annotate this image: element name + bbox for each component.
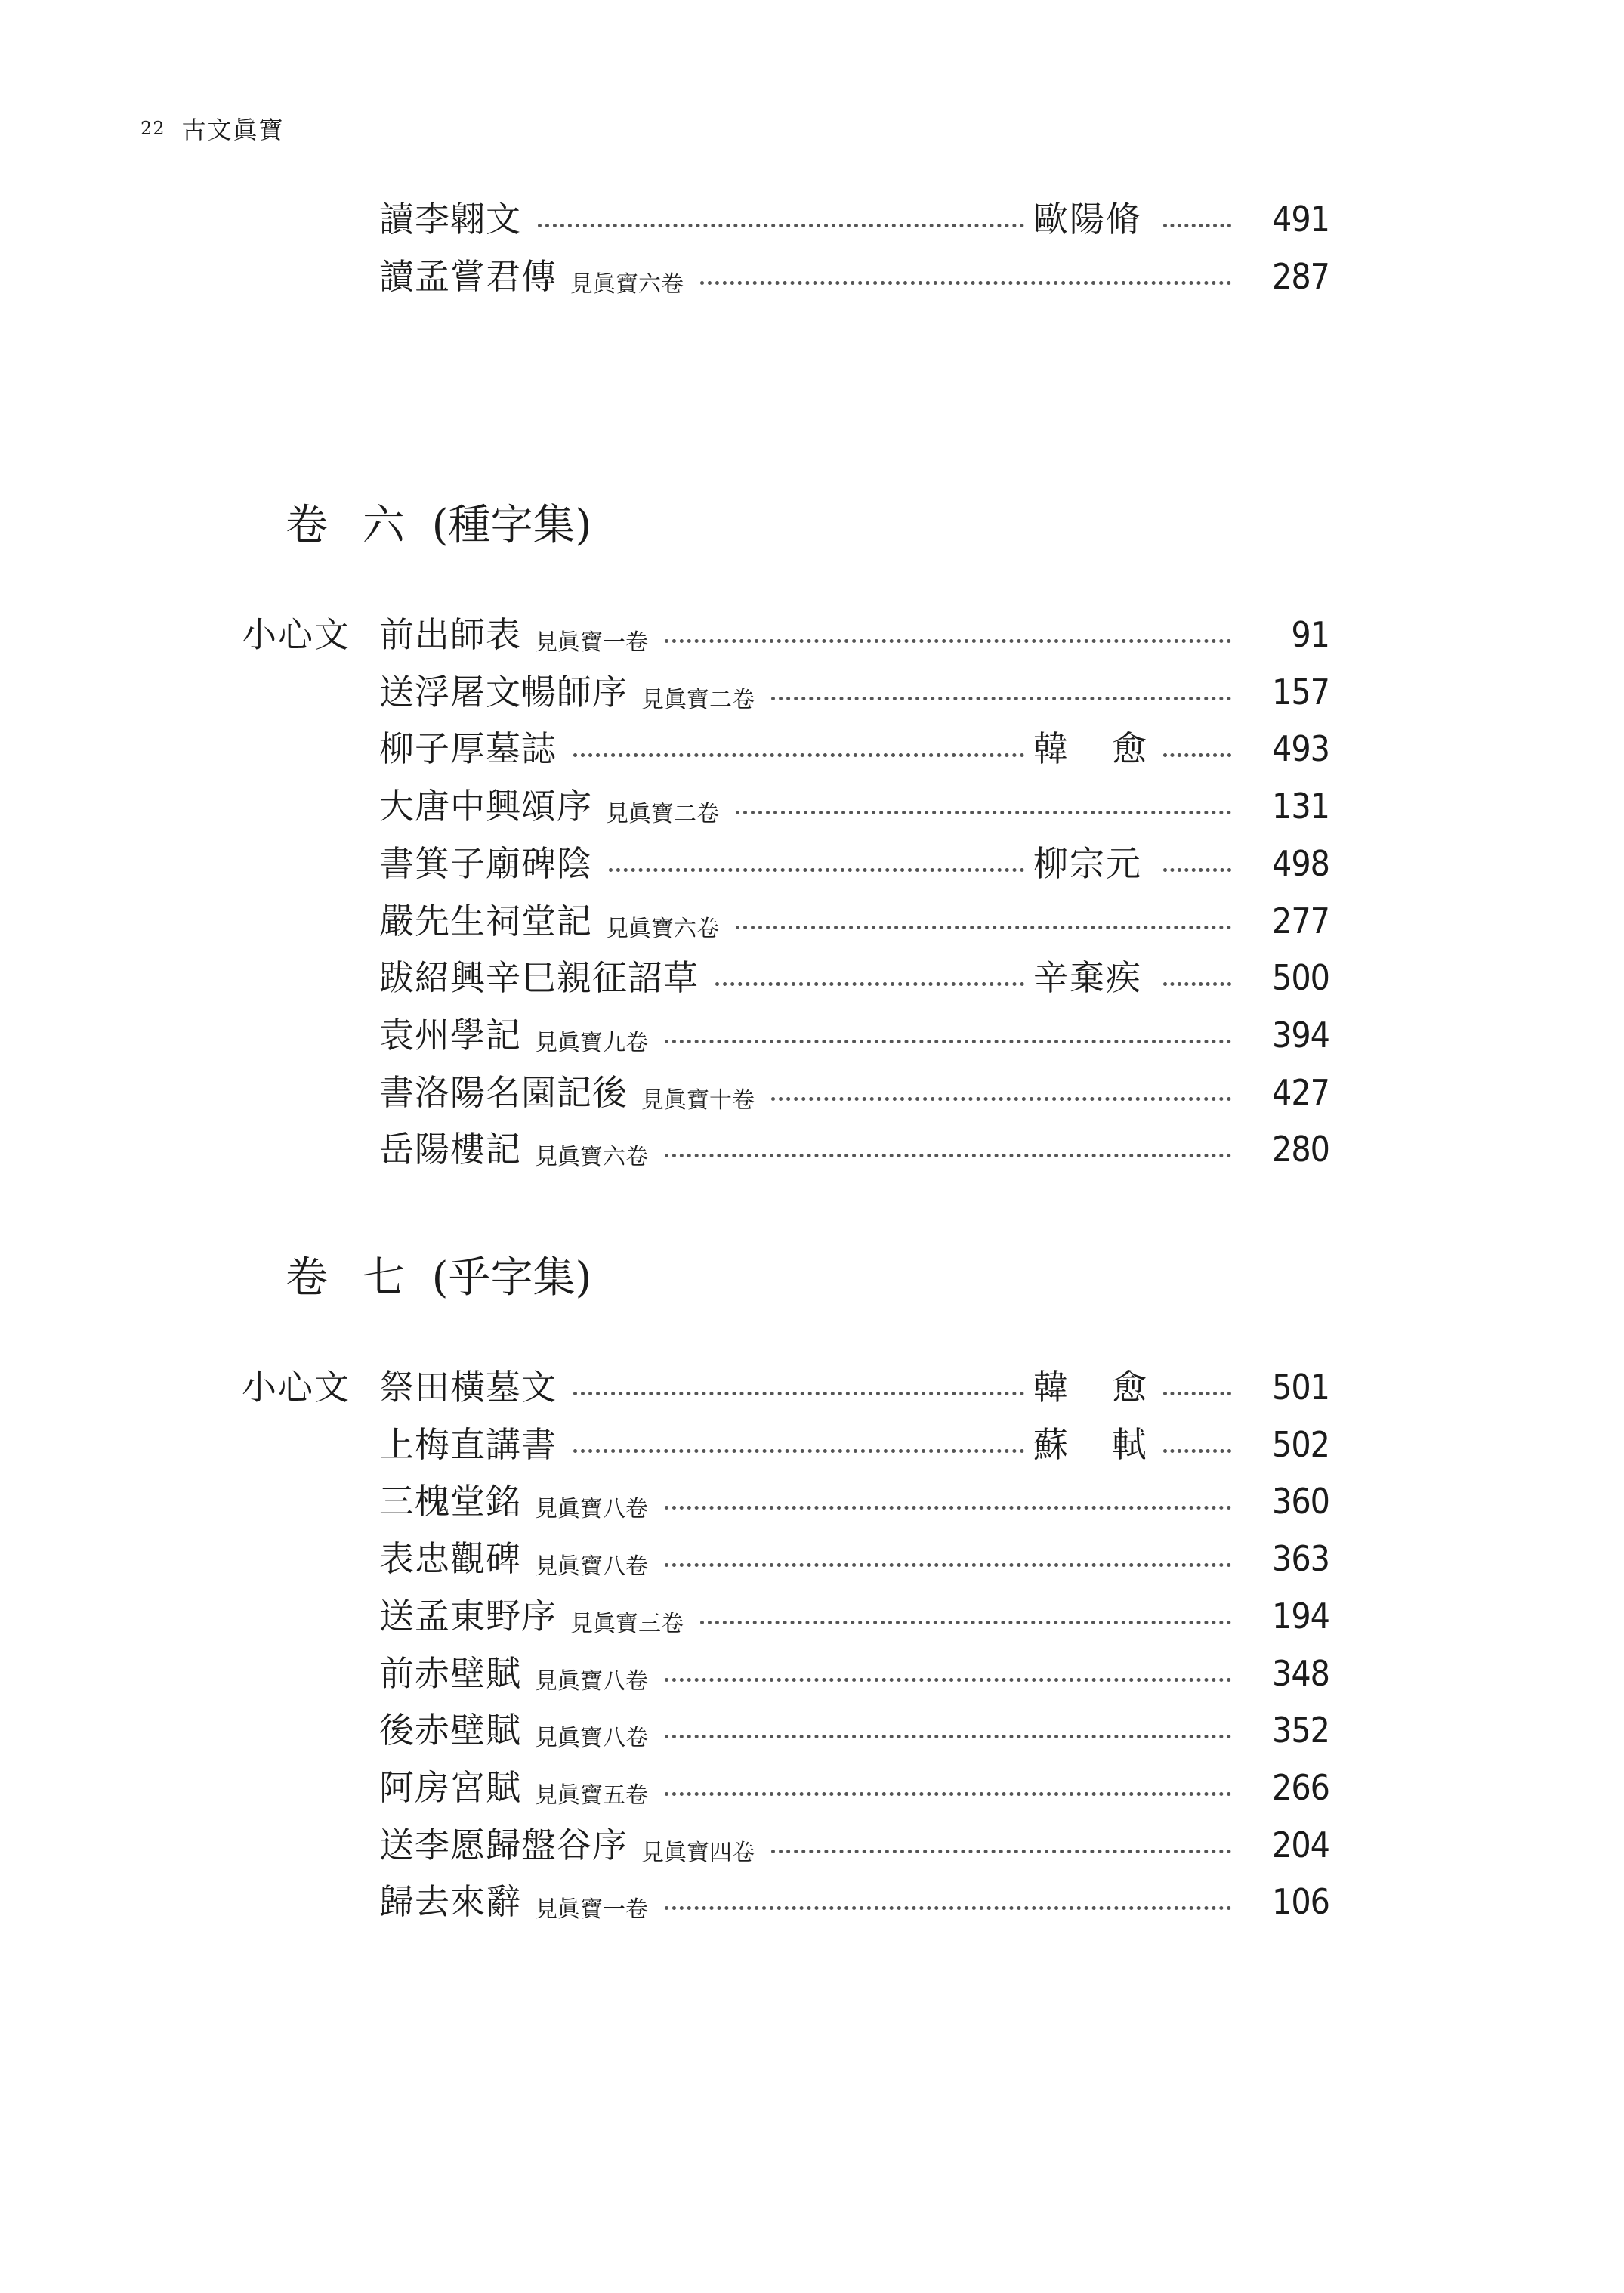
cross-reference-note: 見眞寶八卷: [535, 1496, 648, 1522]
page-number: 22: [140, 118, 165, 139]
toc-entry: [242, 1065, 1329, 1120]
dot-leader-author: [1163, 224, 1231, 227]
title-text: 歸去來辭: [379, 1881, 521, 1922]
page-reference: 204: [1272, 1825, 1329, 1865]
page-reference: 500: [1272, 957, 1329, 998]
page-reference: 352: [1272, 1710, 1329, 1751]
toc-entry: [242, 1760, 1329, 1815]
page-reference: 394: [1272, 1015, 1329, 1055]
cross-reference-note: 見眞寶一卷: [535, 629, 648, 656]
dot-leader: [665, 1792, 1231, 1796]
title-text: 阿房宮賦: [379, 1767, 521, 1808]
title-text: 後赤壁賦: [379, 1710, 521, 1751]
page-reference: 277: [1272, 901, 1329, 941]
toc-entry: [242, 1589, 1329, 1643]
author-char: 韓: [1033, 728, 1068, 769]
dot-leader-author: [1163, 982, 1231, 986]
dot-leader: [736, 811, 1231, 814]
entry-title: [379, 1589, 684, 1649]
title-text: 岳陽樓記: [379, 1129, 521, 1170]
cross-reference-note: 見眞寶八卷: [535, 1668, 648, 1695]
author-char: 軾: [1112, 1424, 1147, 1465]
title-text: 跋紹興辛巳親征詔草: [379, 957, 699, 998]
entry-author: [1033, 1360, 1147, 1414]
page-reference: 501: [1272, 1367, 1329, 1408]
page-reference: 157: [1272, 672, 1329, 712]
toc-entry: [242, 1122, 1329, 1176]
dot-leader: [771, 697, 1231, 700]
running-head: [140, 112, 285, 145]
dot-leader: [771, 1097, 1231, 1101]
title-text: 送李愿歸盤谷序: [379, 1825, 628, 1865]
title-text: 書箕子廟碑陰: [379, 843, 592, 884]
toc-entry: [242, 1874, 1329, 1929]
entry-title: [379, 1065, 755, 1125]
toc-entry: [242, 665, 1329, 719]
toc-entry: [242, 779, 1329, 833]
title-text: 讀孟嘗君傳: [379, 256, 557, 297]
toc-entry: [242, 607, 1329, 662]
dot-leader-author: [1163, 753, 1231, 757]
section-heading: [286, 1248, 591, 1309]
toc-entry: [242, 836, 1329, 891]
page-reference: 491: [1272, 199, 1329, 239]
dot-leader: [573, 753, 1024, 757]
entry-title: [379, 1646, 648, 1706]
dot-leader-author: [1163, 868, 1231, 872]
toc-entry: [242, 1417, 1329, 1472]
cross-reference-note: 見眞寶三卷: [570, 1611, 684, 1637]
page-reference: 502: [1272, 1424, 1329, 1465]
author-char: 韓: [1033, 1367, 1068, 1408]
title-text: 上梅直講書: [379, 1424, 557, 1465]
entry-author: 辛棄疾: [1033, 957, 1142, 998]
toc-entry: [242, 249, 1329, 304]
entry-title: [379, 249, 684, 309]
cross-reference-note: 見眞寶八卷: [535, 1725, 648, 1751]
page-reference: 287: [1272, 256, 1329, 297]
page-reference: 493: [1272, 728, 1329, 769]
entry-title: [379, 836, 592, 891]
entry-author: [1033, 722, 1147, 776]
entry-author: 柳宗元: [1033, 843, 1142, 884]
title-text: 讀李翺文: [379, 199, 521, 239]
entry-title: [379, 1703, 648, 1763]
dot-leader: [715, 982, 1024, 986]
cross-reference-note: 見眞寶八卷: [535, 1553, 648, 1580]
title-text: 書洛陽名園記後: [379, 1072, 628, 1113]
entry-title: [379, 722, 557, 776]
toc-entry: [242, 1703, 1329, 1757]
cross-reference-note: 見眞寶六卷: [570, 271, 684, 298]
entry-title: [379, 1760, 648, 1820]
dot-leader-author: [1163, 1392, 1231, 1395]
dot-leader: [700, 1621, 1231, 1624]
dot-leader: [538, 224, 1024, 227]
entry-title: [379, 1008, 648, 1068]
collection-name: (乎字集): [431, 1253, 592, 1303]
entry-title: [379, 1474, 648, 1534]
cross-reference-note: 見眞寶一卷: [535, 1896, 648, 1923]
page-reference: 498: [1272, 843, 1329, 884]
dot-leader: [609, 868, 1024, 872]
dot-leader-author: [1163, 1449, 1231, 1453]
entry-category: 小心文: [242, 1367, 350, 1408]
author-char: 愈: [1112, 728, 1147, 769]
entry-title: [379, 607, 648, 667]
title-text: 祭田橫墓文: [379, 1367, 557, 1408]
toc-entry: [242, 894, 1329, 948]
entry-title: [379, 1417, 557, 1472]
toc-entry: [242, 950, 1329, 1005]
cross-reference-note: 見眞寶六卷: [535, 1144, 648, 1170]
dot-leader: [665, 1678, 1231, 1682]
dot-leader: [573, 1392, 1024, 1395]
page-reference: 363: [1272, 1538, 1329, 1579]
entry-title: [379, 665, 755, 725]
cross-reference-note: 見眞寶十卷: [641, 1087, 755, 1114]
page-reference: 194: [1272, 1596, 1329, 1636]
page-reference: 360: [1272, 1481, 1329, 1522]
toc-entry: [242, 1531, 1329, 1586]
toc-entry: [242, 722, 1329, 776]
entry-title: [379, 779, 719, 839]
entry-title: [379, 1531, 648, 1591]
entry-title: [379, 1360, 557, 1414]
toc-entry: [242, 1474, 1329, 1528]
cross-reference-note: 見眞寶二卷: [641, 687, 755, 713]
page-reference: 106: [1272, 1881, 1329, 1922]
toc-entry: [242, 192, 1329, 246]
dot-leader: [665, 1506, 1231, 1510]
page-reference: 427: [1272, 1072, 1329, 1113]
dot-leader: [665, 639, 1231, 643]
page-reference: 348: [1272, 1653, 1329, 1694]
title-text: 前赤壁賦: [379, 1653, 521, 1694]
cross-reference-note: 見眞寶九卷: [535, 1030, 648, 1056]
title-text: 前出師表: [379, 614, 521, 655]
dot-leader: [665, 1154, 1231, 1157]
cross-reference-note: 見眞寶二卷: [606, 801, 719, 827]
author-char: 愈: [1112, 1367, 1147, 1408]
volume-number: 卷 七: [286, 1253, 415, 1303]
section-heading: [286, 496, 591, 556]
dot-leader: [573, 1449, 1024, 1453]
volume-number: 卷 六: [286, 501, 415, 550]
title-text: 送浮屠文暢師序: [379, 672, 628, 712]
title-text: 表忠觀碑: [379, 1538, 521, 1579]
entry-category: 小心文: [242, 614, 350, 655]
dot-leader: [665, 1735, 1231, 1738]
cross-reference-note: 見眞寶六卷: [606, 916, 719, 942]
entry-title: [379, 192, 521, 246]
cross-reference-note: 見眞寶四卷: [641, 1840, 755, 1866]
page-reference: 280: [1272, 1129, 1329, 1170]
title-text: 嚴先生祠堂記: [379, 901, 592, 941]
author-char: 蘇: [1033, 1424, 1068, 1465]
title-text: 柳子厚墓誌: [379, 728, 557, 769]
book-title: 古文眞寶: [181, 116, 285, 144]
page-reference: 131: [1272, 786, 1329, 827]
toc-entry: [242, 1360, 1329, 1414]
dot-leader: [771, 1850, 1231, 1853]
entry-title: [379, 1818, 755, 1877]
entry-title: [379, 1122, 648, 1182]
dot-leader: [665, 1040, 1231, 1043]
entry-title: [379, 894, 719, 953]
dot-leader: [665, 1906, 1231, 1910]
title-text: 大唐中興頌序: [379, 786, 592, 827]
page-reference: 91: [1291, 614, 1329, 655]
page-reference: 266: [1272, 1767, 1329, 1808]
toc-entry: [242, 1818, 1329, 1872]
entry-author: [1033, 1417, 1147, 1472]
title-text: 三槐堂銘: [379, 1481, 521, 1522]
dot-leader: [700, 281, 1231, 285]
entry-author: 歐陽脩: [1033, 199, 1142, 239]
toc-entry: [242, 1646, 1329, 1701]
toc-entry: [242, 1008, 1329, 1062]
entry-title: [379, 1874, 648, 1934]
title-text: 袁州學記: [379, 1015, 521, 1055]
dot-leader: [665, 1563, 1231, 1567]
dot-leader: [736, 926, 1231, 929]
title-text: 送孟東野序: [379, 1596, 557, 1636]
cross-reference-note: 見眞寶五卷: [535, 1782, 648, 1809]
collection-name: (種字集): [431, 501, 592, 550]
entry-title: [379, 950, 699, 1005]
